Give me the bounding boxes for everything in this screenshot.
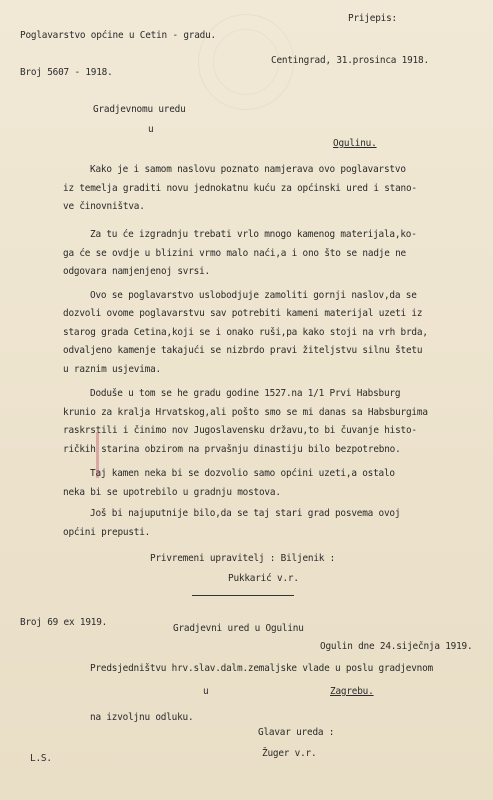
body-line: Za tu će izgradnju trebati vrlo mnogo kamenog materijala,ko- bbox=[90, 229, 417, 240]
place-date: Centingrad, 31.prosinca 1918. bbox=[271, 55, 429, 66]
body-line: ve činovništva. bbox=[63, 201, 145, 212]
signature-title: Privremeni upravitelj : Biljenik : bbox=[150, 553, 336, 564]
body-line: odvaljeno kamenje takajući se nizbrdo pravi žiteljstvu silnu štetu bbox=[63, 345, 423, 356]
copy-label: Prijepis: bbox=[348, 13, 397, 24]
body-line: raskrstili i činimo nov Jugoslavensku državu,to bi čuvanje histo- bbox=[63, 425, 417, 436]
second-number: Broj 69 ex 1919. bbox=[20, 617, 108, 628]
body-line: ga će se ovdje u blizini vrmo malo naći,a i ono što se nadje ne bbox=[63, 248, 406, 259]
separator-line bbox=[192, 595, 294, 596]
document-number: Broj 5607 - 1918. bbox=[20, 67, 113, 78]
second-city: Zagrebu. bbox=[330, 686, 374, 697]
issuing-authority: Poglavarstvo općine u Cetin - gradu. bbox=[20, 30, 216, 41]
head-title: Glavar ureda : bbox=[258, 727, 335, 738]
body-line: ričkih starina obzirom na prvašnju dinastiju bilo bezpotrebno. bbox=[63, 444, 401, 455]
body-line: odgovara namjenjenoj svrsi. bbox=[63, 266, 210, 277]
second-u: u bbox=[203, 686, 209, 697]
addressee-u: u bbox=[148, 124, 154, 135]
body-line: krunio za kralja Hrvatskog,ali pošto smo se mi danas sa Habsburgima bbox=[63, 407, 428, 418]
body-line: starog grada Cetina,koji se i onako ruši,pa kako stoji na vrh brda, bbox=[63, 327, 428, 338]
body-line: općini prepusti. bbox=[63, 527, 151, 538]
body-line: Doduše u tom se he gradu godine 1527.na 1/1 Prvi Habsburg bbox=[90, 388, 401, 399]
body-line: Ovo se poglavarstvo uslobodjuje zamoliti gornji naslov,da se bbox=[90, 290, 417, 301]
second-note: na izvoljnu odluku. bbox=[90, 712, 194, 723]
body-line: Još bi najuputnije bilo,da se taj stari grad posvema ovoj bbox=[90, 508, 401, 519]
head-name: Žuger v.r. bbox=[262, 748, 317, 759]
body-line: Taj kamen neka bi se dozvolio samo općini uzeti,a ostalo bbox=[90, 468, 395, 479]
body-line: dozvoli ovome poglavarstvu sav potrebiti kameni materijal uzeti iz bbox=[63, 308, 423, 319]
second-recipient: Predsjedništvu hrv.slav.dalm.zemaljske vlade u poslu gradjevnom bbox=[90, 663, 433, 674]
second-office: Gradjevni ured u Ogulinu bbox=[173, 623, 304, 634]
body-line: iz temelja graditi novu jednokatnu kuću za općinski ured i stano- bbox=[63, 183, 417, 194]
body-line: u raznim usjevima. bbox=[63, 364, 161, 375]
body-line: Kako je i samom naslovu poznato namjerava ovo poglavarstvo bbox=[90, 164, 406, 175]
signature-name: Pukkarić v.r. bbox=[228, 573, 299, 584]
body-line: neka bi se upotrebilo u gradnju mostova. bbox=[63, 487, 281, 498]
second-date: Ogulin dne 24.siječnja 1919. bbox=[320, 641, 473, 652]
addressee-city: Ogulinu. bbox=[333, 138, 377, 149]
seal-place-ls: L.S. bbox=[30, 753, 52, 764]
addressee-line: Gradjevnomu uredu bbox=[93, 104, 186, 115]
